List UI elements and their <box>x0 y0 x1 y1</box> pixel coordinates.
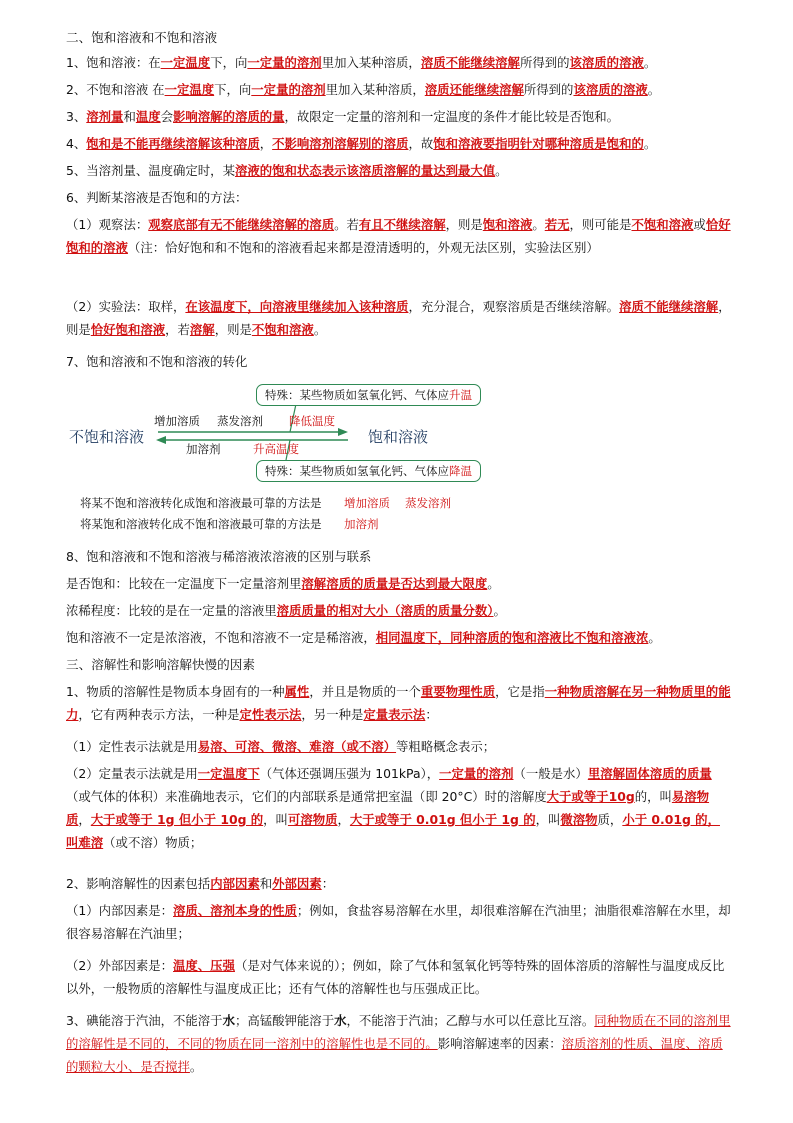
quantitative-method: （2）定量表示法就是用一定温度下（气体还强调压强为 101kPa），一定量的溶剂（一般是水）里溶解固体溶质的质量（或气体的体积）来准确地表示，它们的内部联系是通常把室温（即 20°C）时的溶解度大于或等于10g的，叫易溶物质，大于或等于 1g 但小于 10g 的，叫可溶物质，大于或等于 0.01g 但小于 1g 的，叫微溶物质，小于 0.01g 的，叫难溶（或不溶）物质； <box>66 766 720 850</box>
qualitative-method: （1）定性表示法就是用易溶、可溶、微溶、难溶（或不溶）等粗略概念表示； <box>66 739 496 754</box>
solubility-definition: 1、物质的溶解性是物质本身固有的一种属性，并且是物质的一个重要物理性质，它是指一种物质溶解在另一种物质里的能力，它有两种表示方法，一种是定性表示法，另一种是定量表示法： <box>66 684 731 722</box>
reverse-arrowhead <box>156 436 166 444</box>
point-5: 5、当溶剂量、温度确定时，某溶液的饱和状态表示该溶质溶解的量达到最大值。 <box>66 163 508 178</box>
question-to-unsaturated: 将某饱和溶液转化成不饱和溶液最可靠的方法是 <box>80 517 322 531</box>
point-6-heading: 6、判断某溶液是否饱和的方法： <box>66 190 248 205</box>
observation-method: （1）观察法：观察底部有无不能继续溶解的溶质。若有且不继续溶解，则是饱和溶液。若无，则可能是不饱和溶液或恰好饱和的溶液（注：恰好饱和和不饱和的溶液看起来都是澄清透明的，外观无法区别，实验法区别） <box>66 217 731 255</box>
conversion-diagram <box>60 376 530 536</box>
question-to-saturated: 将某不饱和溶液转化成饱和溶液最可靠的方法是 <box>80 496 322 510</box>
point-3-solvents: 3、碘能溶于汽油，不能溶于水；高锰酸钾能溶于水，不能溶于汽油；乙醇与水可以任意比互溶。同种物质在不同的溶剂里的溶解性是不同的，不同的物质在同一溶剂中的溶解性也是不同的。影响溶解速率的因素：溶质溶剂的性质、温度、溶质的颗粒大小、是否搅拌。 <box>66 1013 731 1074</box>
definition-saturated: 1、饱和溶液：在一定温度下，向一定量的溶剂里加入某种溶质，溶质不能继续溶解所得到的该溶质的溶液。 <box>66 55 657 70</box>
answer-add-solvent: 加溶剂 <box>344 517 379 531</box>
label-add-solute: 增加溶质 <box>154 414 200 428</box>
point-8-heading: 8、饱和溶液和不饱和溶液与稀溶液浓溶液的区别与联系 <box>66 549 372 564</box>
factors-heading: 2、影响溶解性的因素包括内部因素和外部因素： <box>66 876 335 891</box>
section-heading-2: 二、饱和溶液和不饱和溶液 <box>66 30 218 45</box>
saturation-comparison: 是否饱和：比较在一定温度下一定量溶剂里溶解溶质的质量是否达到最大限度。 <box>66 576 500 591</box>
unsaturated-solution-label: 不饱和溶液 <box>69 428 145 446</box>
section-heading-3: 三、溶解性和影响溶解快慢的因素 <box>66 657 255 672</box>
label-cool: 降低温度 <box>289 414 335 428</box>
label-evaporate: 蒸发溶剂 <box>217 414 263 428</box>
point-4: 4、饱和是不能再继续溶解该种溶质，不影响溶剂溶解别的溶质，故饱和溶液要指明针对哪种溶质是饱和的。 <box>66 136 657 151</box>
label-heat: 升高温度 <box>253 442 299 456</box>
answer-evaporate: 蒸发溶剂 <box>405 496 451 510</box>
point-3: 3、溶剂量和温度会影响溶解的溶质的量，故限定一定量的溶剂和一定温度的条件才能比较是否饱和。 <box>66 109 620 124</box>
experiment-method: （2）实验法：取样，在该温度下，向溶液里继续加入该种溶质，充分混合，观察溶质是否继续溶解。溶质不能继续溶解，则是恰好饱和溶液，若溶解，则是不饱和溶液。 <box>66 299 731 337</box>
top-note-box: 特殊：某些物质如氢氧化钙、气体应升温 <box>256 384 481 406</box>
bottom-note-box: 特殊：某些物质如氢氧化钙、气体应降温 <box>256 460 481 482</box>
saturation-vs-concentration: 饱和溶液不一定是浓溶液，不饱和溶液不一定是稀溶液，相同温度下，同种溶质的饱和溶液比不饱和溶液浓。 <box>66 630 661 645</box>
concentration-comparison: 浓稀程度：比较的是在一定量的溶液里溶质质量的相对大小（溶质的质量分数）。 <box>66 603 506 618</box>
point-7-heading: 7、饱和溶液和不饱和溶液的转化 <box>66 354 248 369</box>
answer-add-solute: 增加溶质 <box>344 496 390 510</box>
forward-arrowhead <box>338 428 348 436</box>
definition-unsaturated: 2、不饱和溶液 在一定温度下，向一定量的溶剂里加入某种溶质，溶质还能继续溶解所得到的该溶质的溶液。 <box>66 82 661 97</box>
saturated-solution-label: 饱和溶液 <box>368 428 429 446</box>
internal-factors: （1）内部因素是：溶质、溶剂本身的性质；例如，食盐容易溶解在水里，却很难溶解在汽油里；油脂很难溶解在水里，却很容易溶解在汽油里； <box>66 903 731 941</box>
label-add-solvent: 加溶剂 <box>186 442 221 456</box>
external-factors: （2）外部因素是：温度、压强（是对气体来说的）；例如，除了气体和氢氧化钙等特殊的固体溶质的溶解性与温度成反比以外，一般物质的溶解性与温度成正比；还有气体的溶解性也与压强成正比。 <box>66 958 725 996</box>
